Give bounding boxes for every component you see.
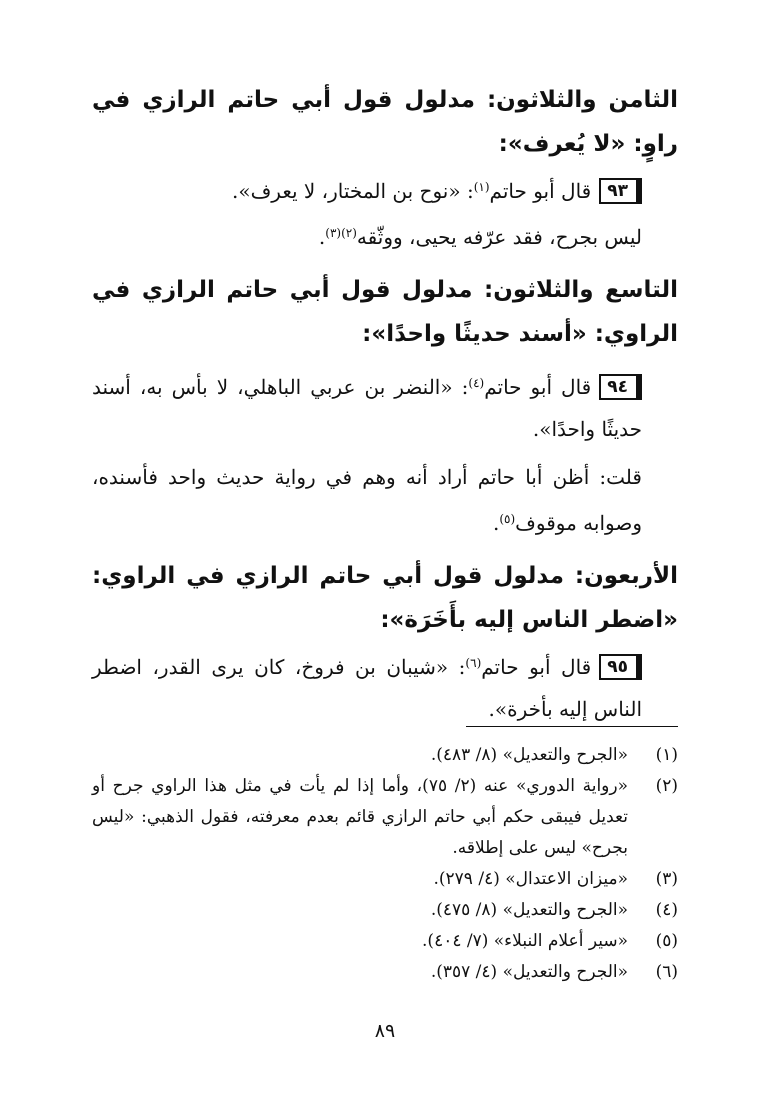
section-heading: الأربعون: مدلول قول أبي حاتم الرازي في الراوي: «اضطر الناس إليه بأَخَرَة»: xyxy=(92,563,678,633)
footnote-text: «رواية الدوري» عنه (٢/ ٧٥)، وأما إذا لم يأت في مثل هذا الراوي جرح أو تعديل فيبقى حكم أبي حاتم الرازي قائم بعدم معرفته، فقول الذهبي: «ليس بجرح» ليس على إطلاقه. xyxy=(92,776,628,858)
footnote-text: «الجرح والتعديل» (٨/ ٤٧٥). xyxy=(430,900,628,920)
entry-number-box: ٩٥ xyxy=(599,654,642,680)
entry-text: : «نوح بن المختار، لا يعرف». xyxy=(231,179,474,203)
footnote-separator xyxy=(466,726,678,727)
commentary-text: . xyxy=(492,511,500,535)
page-number: ٨٩ xyxy=(374,1020,396,1042)
entry xyxy=(92,642,678,730)
footnote xyxy=(92,926,678,957)
footnote xyxy=(92,864,678,895)
footnote-number: (٥) xyxy=(655,931,678,951)
footnote-text: «الجرح والتعديل» (٤/ ٣٥٧). xyxy=(430,962,628,982)
commentary-text: قلت: أظن أبا حاتم أراد أنه وهم في رواية حديث واحد فأسنده، وصوابه موقوف xyxy=(92,465,642,535)
footnote-text: «الجرح والتعديل» (٨/ ٤٨٣). xyxy=(430,745,628,765)
section-heading: الثامن والثلاثون: مدلول قول أبي حاتم الرازي في راوٍ: «لا يُعرف»: xyxy=(92,87,678,157)
footnote-number: (٢) xyxy=(655,776,678,796)
footnote xyxy=(92,771,678,864)
entry-text: قال أبو حاتم xyxy=(489,179,592,203)
footnotes xyxy=(92,740,678,988)
entry xyxy=(92,166,678,212)
spacer xyxy=(92,544,678,554)
footnote-ref[interactable]: (٥) xyxy=(499,512,516,526)
spacer xyxy=(92,258,678,268)
section-heading: التاسع والثلاثون: مدلول قول أبي حاتم الرازي في الراوي: «أسند حديثًا واحدًا»: xyxy=(92,277,678,347)
entry-text: : «شيبان بن فروخ، كان يرى القدر، اضطر الناس إليه بأخرة». xyxy=(92,655,642,721)
footnote-ref[interactable]: (١) xyxy=(473,180,490,194)
commentary xyxy=(92,456,678,544)
footnote xyxy=(92,740,678,771)
entry-number-box: ٩٤ xyxy=(599,374,642,400)
commentary-text: ليس بجرح، فقد عرّفه يحيى، ووثّقه xyxy=(356,225,642,249)
entry xyxy=(92,362,678,450)
footnote-ref[interactable]: (٢)(٣) xyxy=(325,226,357,240)
footnote-number: (٣) xyxy=(655,869,678,889)
footnote-text: «ميزان الاعتدال» (٤/ ٢٧٩). xyxy=(433,869,628,889)
footnote-number: (١) xyxy=(655,745,678,765)
footnote-ref[interactable]: (٦) xyxy=(465,656,482,670)
entry-text: : «النضر بن عربي الباهلي، لا بأس به، أسند حديثًا واحدًا». xyxy=(92,375,642,441)
footnote-number: (٤) xyxy=(655,900,678,920)
commentary xyxy=(92,212,678,258)
footnote-number: (٦) xyxy=(655,962,678,982)
entry-number-box: ٩٣ xyxy=(599,178,642,204)
footnote xyxy=(92,957,678,988)
entry-text: قال أبو حاتم xyxy=(481,655,592,679)
footnote-ref[interactable]: (٤) xyxy=(468,376,485,390)
main-text xyxy=(92,78,678,730)
entry-text: قال أبو حاتم xyxy=(484,375,592,399)
footnote-text: «سير أعلام النبلاء» (٧/ ٤٠٤). xyxy=(422,931,628,951)
commentary-text: . xyxy=(318,225,326,249)
footnote xyxy=(92,895,678,926)
